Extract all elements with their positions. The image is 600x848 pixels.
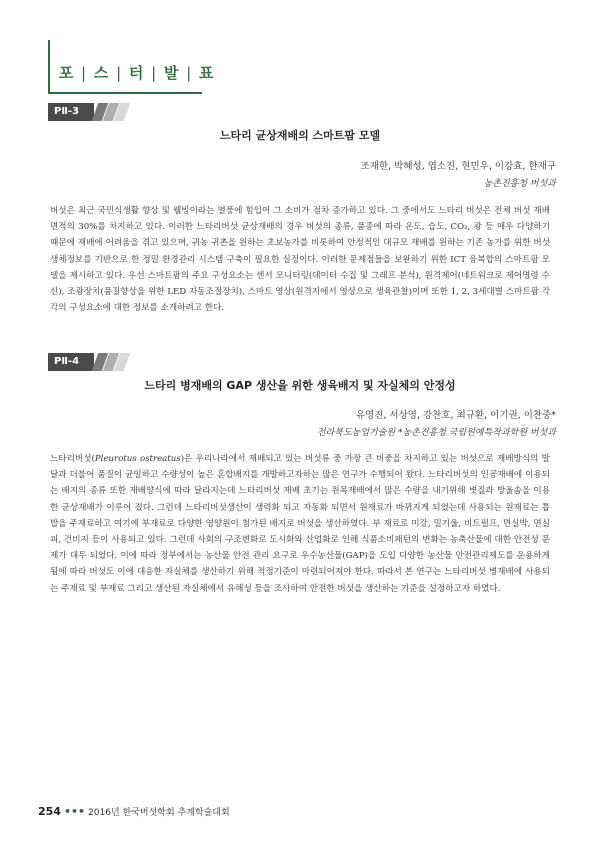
body-text: 느타리버섯(	[50, 454, 95, 464]
section1-affiliation: 농촌진흥청 버섯과	[483, 179, 556, 189]
header-sep: |	[186, 64, 192, 82]
section-header	[56, 62, 221, 83]
header-sep: |	[81, 64, 87, 82]
section1-title: 느타리 균상재배의 스마트팜 모델	[219, 129, 381, 142]
conference-name: 2016년 한국버섯학회 추계학술대회	[88, 808, 230, 818]
header-bottom-line	[48, 92, 202, 94]
header-char: 발	[163, 64, 179, 82]
section2-affiliation: 전라북도농업기술원 *농촌진흥청 국립원예특작과학원 버섯과	[316, 428, 556, 438]
header-char: 포	[58, 64, 74, 82]
page-number: 254	[38, 805, 61, 818]
scientific-name: Pleurotus ostreatus	[94, 454, 181, 464]
header-sep: |	[116, 64, 122, 82]
footer-dots: •••	[63, 805, 86, 818]
header-sep: |	[151, 64, 157, 82]
page-footer	[38, 800, 230, 819]
header-char: 터	[128, 64, 144, 82]
header-left-line	[48, 40, 50, 94]
header-char: 스	[93, 64, 109, 82]
badge-label: PⅡ-3	[48, 103, 94, 121]
section1-authors: 조재한, 박혜성, 엽소진, 현민우, 이강효, 한재구	[360, 161, 556, 172]
badge-label: PⅡ-4	[48, 353, 94, 371]
section1-body: 버섯은 최근 국민식생활 향상 및 웰빙이라는 열풍에 힘입어 그 소비가 점차 증가하고 있다. 그 중에서도 느타리 버섯은 전체 버섯 재배면적의 30%를 차지하고 있다. 이러한 느타리버섯 균상재배의 경우 버섯의 종류, 품종에 따라 온도, 습도, CO₂, 광 등 매우 다양하기 때문에 재배에 어려움을 겪고 있으며, 귀농 귀촌을 원하는 초보농가를 비롯하여 안정적인 대규모 재배를 원하는 기존 농가를 위한 버섯 생체정보를 기반으로 한 정밀 환경관리 시스템 구축이 필요한 실정이다. 이러한 문제점들을 보완하기 위한 ICT 융복합의 스마트팜 모델을 제시하고 있다. 우선 스마트팜의 주요 구성요소는 센서 모니터링(데이터 수집 및 그래프 분석), 원격제어(네트워크로 제어명령 수신), 조광장치(품질향상을 위한 LED 자동조절장치), 스마트 영상(원격지에서 영상으로 생육관찰)이며 또한 1, 2, 3세대별 스마트팜 각각의 구성요소에 대한 정보를 소개하려고 한다.	[50, 206, 550, 314]
section2-body	[50, 451, 550, 597]
body-text: )은 우리나라에서 재배되고 있는 버섯류 중 가장 큰 비중을 차지하고 있는 버섯으로 재배방식의 발달과 더불어 품질이 균일하고 수량성이 높은 혼합배지를 개발하고자하는 많은 연구가 수행되어 왔다. 느타리버섯의 인공재배에 이용되는 배지의 종류 또한 재배양식에 따라 달라지는데 느타리버섯 재배 초기는 원목재배에서 많은 수량을 내기위해 볏짚과 방울솜을 이용한 균상재배가 이루어 졌다. 그런데 느타리버섯생산이 생력화 되고 자동화 되면서 원재료가 바뀌지게 되었는데 사용되는 원재료는 톱밥을 주재료하고 여기에 부재료로 다양한 영양원이 첨가된 배지로 버섯을 생산하였다. 부 재료로 미강, 밀기울, 비트펄프, 면실박, 면실피, 건비지 등이 사용되고 있다. 그런데 사회의 구조변화로 도시화와 산업화로 인해 식품소비패턴의 변화는 농축산물에 대한 안전성 문제가 대두 되었다. 이에 따라 정부에서는 농산물 안전 관리 요구로 우수농산물(GAP)을 도입 다양한 농산물 안전관리제도를 운용하게 됨에 따라 버섯도 이에 대응한 자실체를 생산하기 위해 적정기준이 마련되어져야 한다. 따라서 본 연구는 느타리버섯 병재배에 사용되는 주재료 및 부재료 그리고 생산된 자실체에서 유해성 등을 조사하여 안전한 버섯을 생산하는 기준을 설정하고자 하였다.	[50, 454, 550, 594]
section2-title: 느타리 병재배의 GAP 생산을 위한 생육배지 및 자실체의 안정성	[144, 379, 456, 392]
section2-authors: 유영진, 서상영, 강찬호, 최규환, 이기권, 이찬중*	[355, 410, 556, 421]
header-char: 표	[199, 64, 214, 82]
